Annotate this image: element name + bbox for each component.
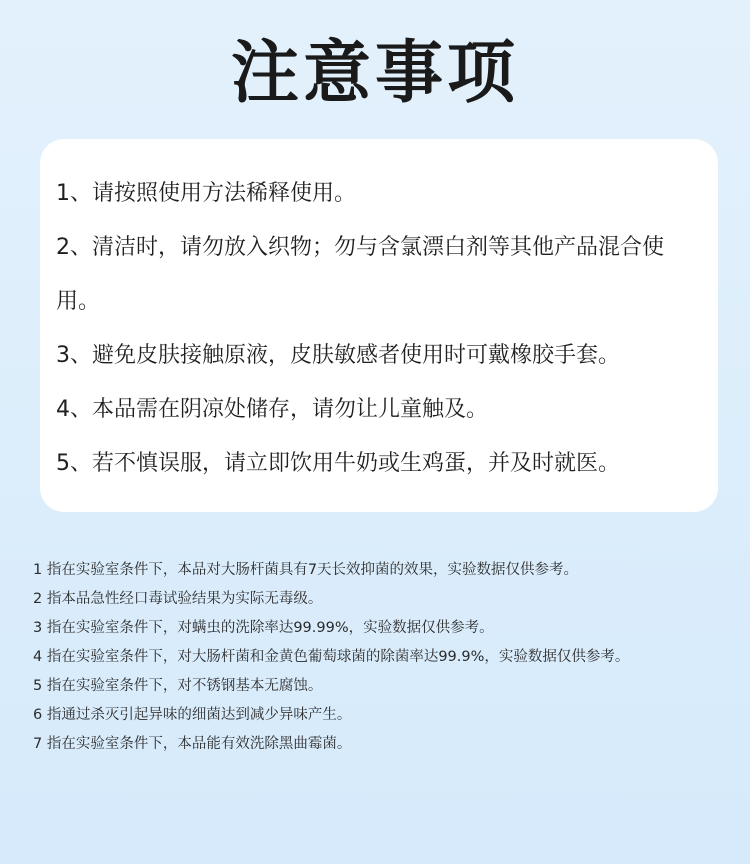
notice-list [56,167,706,491]
footnote: 6 指通过杀灭引起异味的细菌达到减少异味产生。 [33,707,352,723]
footnote: 4 指在实验室条件下，对大肠杆菌和金黄色葡萄球菌的除菌率达99.9%，实验数据仅供参考。 [33,649,630,665]
footnote: 1 指在实验室条件下，本品对大肠杆菌具有7天长效抑菌的效果，实验数据仅供参考。 [33,562,579,578]
notice-item: 3、避免皮肤接触原液，皮肤敏感者使用时可戴橡胶手套。 [56,343,620,368]
footnote: 5 指在实验室条件下，对不锈钢基本无腐蚀。 [33,678,323,694]
footnote: 7 指在实验室条件下，本品能有效洗除黑曲霉菌。 [33,736,352,752]
footnote: 2 指本品急性经口毒试验结果为实际无毒级。 [33,591,323,607]
notice-item: 4、本品需在阴凉处储存，请勿让儿童触及。 [56,397,488,422]
footnote-list [33,556,733,759]
page-title: 注意事项 [230,34,519,113]
notice-item: 1、请按照使用方法稀释使用。 [56,181,356,206]
notice-card [40,139,718,512]
notice-item: 2、清洁时，请勿放入织物；勿与含氯漂白剂等其他产品混合使用。 [56,235,664,314]
footnote: 3 指在实验室条件下，对螨虫的洗除率达99.99%，实验数据仅供参考。 [33,620,494,636]
notice-item: 5、若不慎误服，请立即饮用牛奶或生鸡蛋，并及时就医。 [56,451,620,476]
